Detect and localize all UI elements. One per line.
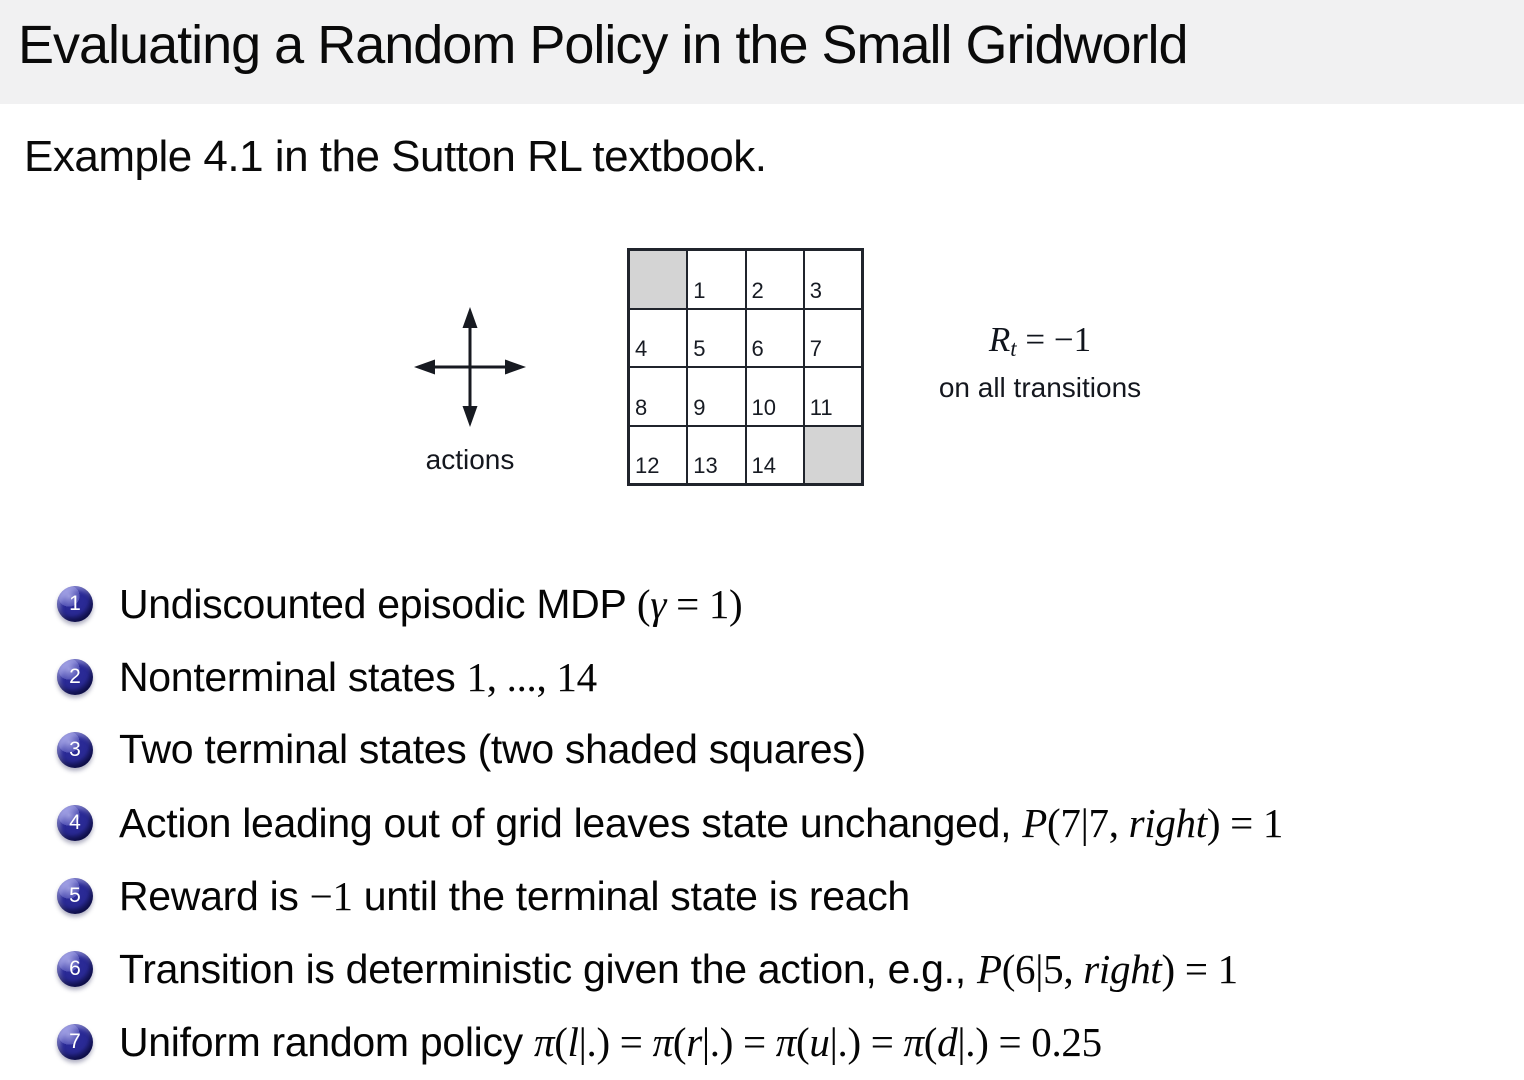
grid-cell: 12 [629,426,687,485]
math-segment: P [1022,799,1048,846]
math-segment: 1, ..., 14 [466,653,597,700]
item-number-badge: 5 [57,878,93,914]
item-text [119,799,1283,847]
gridworld-grid [627,248,864,486]
grid-cell: 7 [804,309,862,368]
math-segment: = −1 [1016,320,1092,359]
text-segment: Action leading out of grid leaves state unchanged, [119,799,1023,846]
item-number-badge: 6 [57,951,93,987]
list-item [57,1005,1517,1078]
math-segment: right [1128,799,1207,846]
item-number-badge: 7 [57,1024,93,1060]
math-segment: P [976,945,1002,992]
grid-cell-terminal [629,250,687,309]
grid-cell: 2 [746,250,804,309]
item-text [119,726,866,773]
item-text [119,1018,1102,1066]
math-segment: π [652,1018,673,1065]
math-segment: ) = 1 [1206,799,1284,846]
text-segment: Two terminal states (two shaded squares) [119,726,866,772]
math-segment: (6|5, [1001,945,1084,992]
item-text [119,580,742,628]
reward-caption: on all transitions [938,372,1142,403]
text-segment: until the terminal state is reach [352,872,910,919]
item-text [119,653,597,701]
actions-diagram [400,297,540,476]
math-segment: |.) = [829,1018,904,1065]
math-segment: (7|7, [1047,799,1129,846]
subtitle: Example 4.1 in the Sutton RL textbook. [24,132,767,181]
list-item [57,713,1517,786]
list-item [57,786,1517,859]
grid-cell-terminal [804,426,862,485]
math-segment: ) = 1 [1161,945,1238,992]
math-segment: |.) = [578,1018,653,1065]
grid-cell: 9 [687,367,745,426]
math-segment: R [988,320,1011,359]
math-segment: ( [636,580,651,627]
item-number-badge: 2 [57,659,93,695]
slide-title: Evaluating a Random Policy in the Small Gridworld [18,15,1188,75]
bullet-list [57,567,1517,1078]
grid-cell: 13 [687,426,745,485]
grid-cell: 14 [746,426,804,485]
reward-block [915,320,1165,404]
math-segment: −1 [309,872,353,919]
list-item [57,567,1517,640]
grid-cell: 8 [629,367,687,426]
gridworld-figure [0,230,1524,510]
math-segment: right [1083,945,1162,992]
math-segment: = 1) [666,580,743,627]
list-item [57,859,1517,932]
math-segment: |.) = 0.25 [957,1018,1102,1065]
math-segment: ( [796,1018,810,1065]
math-segment: π [903,1018,924,1065]
text-segment: Uniform random policy [119,1018,534,1065]
math-segment: t [1010,336,1017,361]
text-segment: Undiscounted episodic MDP [119,580,637,627]
math-segment: l [567,1018,579,1065]
four-direction-arrows-icon [400,297,540,437]
math-segment: π [533,1018,555,1065]
item-text [119,945,1238,993]
item-number-badge: 4 [57,805,93,841]
grid-cell: 10 [746,367,804,426]
math-segment: π [775,1018,797,1065]
grid-cell: 3 [804,250,862,309]
math-segment: r [686,1018,702,1065]
item-number-badge: 1 [57,586,93,622]
title-bar [0,0,1524,104]
math-segment: ( [554,1018,568,1065]
item-text [119,872,910,920]
text-segment: Transition is deterministic given the action, e.g., [119,945,977,992]
text-segment: Reward is [119,872,310,919]
grid-cell: 4 [629,309,687,368]
list-item [57,932,1517,1005]
text-segment: Nonterminal states [119,653,467,700]
list-item [57,640,1517,713]
math-segment: ( [672,1018,687,1065]
math-segment: d [937,1018,958,1065]
math-segment: ( [923,1018,938,1065]
math-segment: u [809,1018,830,1065]
actions-label: actions [425,444,515,475]
grid-cell: 6 [746,309,804,368]
reward-formula [915,320,1165,369]
math-segment: |.) = [701,1018,776,1065]
grid-cell: 1 [687,250,745,309]
item-number-badge: 3 [57,732,93,768]
math-segment: γ [650,580,667,627]
grid-cell: 11 [804,367,862,426]
grid-cell: 5 [687,309,745,368]
